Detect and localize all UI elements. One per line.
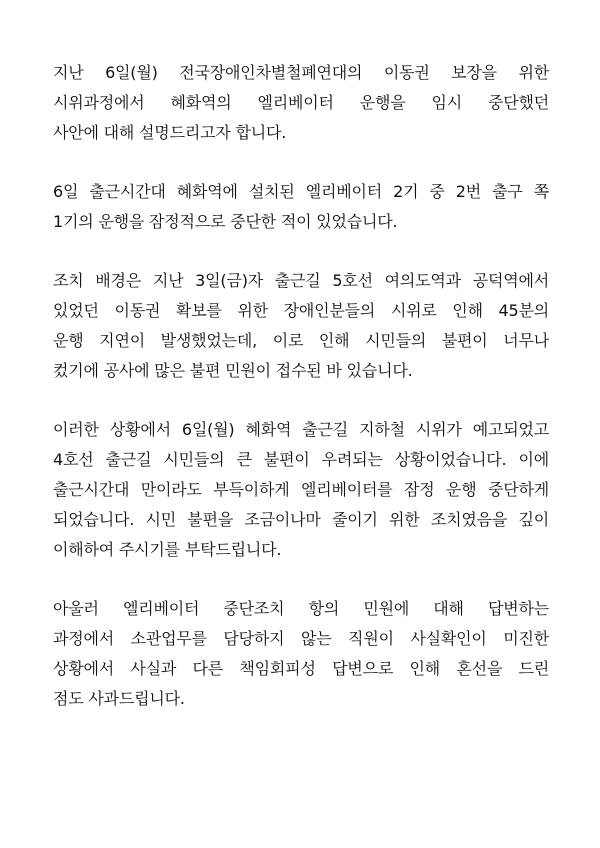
text-line: 컸기에 공사에 많은 불편 민원이 접수된 바 있습니다. [53, 361, 413, 380]
text-line: 이해하여 주시기를 부탁드립니다. [53, 540, 282, 559]
text-line: 시위과정에서 혜화역의 엘리베이터 운행을 임시 중단했던 [53, 93, 549, 112]
text-line: 출근시간대 만이라도 부득이하게 엘리베이터를 잠정 운행 중단하게 [53, 480, 549, 499]
text-line: 점도 사과드립니다. [53, 689, 185, 708]
text-line: 지난 6일(월) 전국장애인차별철폐연대의 이동권 보장을 위한 [53, 63, 549, 82]
text-line: 4호선 출근길 시민들의 큰 불편이 우려되는 상황이었습니다. 이에 [53, 450, 549, 469]
document-body [53, 58, 549, 743]
text-line: 1기의 운행을 잠정적으로 중단한 적이 있었습니다. [53, 212, 398, 231]
paragraph-1 [53, 58, 549, 148]
text-line: 조치 배경은 지난 3일(금)자 출근길 5호선 여의도역과 공덕역에서 [53, 271, 549, 290]
text-line: 사안에 대해 설명드리고자 합니다. [53, 123, 287, 142]
paragraph-4 [53, 415, 549, 565]
text-line: 이러한 상황에서 6일(월) 혜화역 출근길 지하철 시위가 예고되었고 [53, 420, 549, 439]
text-line: 상황에서 사실과 다른 책임회피성 답변으로 인해 혼선을 드린 [53, 659, 549, 678]
paragraph-5 [53, 594, 549, 714]
paragraph-3 [53, 266, 549, 386]
text-line: 있었던 이동권 확보를 위한 장애인분들의 시위로 인해 45분의 [53, 301, 549, 320]
text-line: 아울러 엘리베이터 중단조치 항의 민원에 대해 답변하는 [53, 599, 549, 618]
text-line: 과정에서 소관업무를 담당하지 않는 직원이 사실확인이 미진한 [53, 629, 549, 648]
text-line: 6일 출근시간대 혜화역에 설치된 엘리베이터 2기 중 2번 출구 쪽 [53, 182, 549, 201]
paragraph-2 [53, 177, 549, 237]
text-line: 운행 지연이 발생했었는데, 이로 인해 시민들의 불편이 너무나 [53, 331, 549, 350]
text-line: 되었습니다. 시민 불편을 조금이나마 줄이기 위한 조치였음을 깊이 [53, 510, 549, 529]
